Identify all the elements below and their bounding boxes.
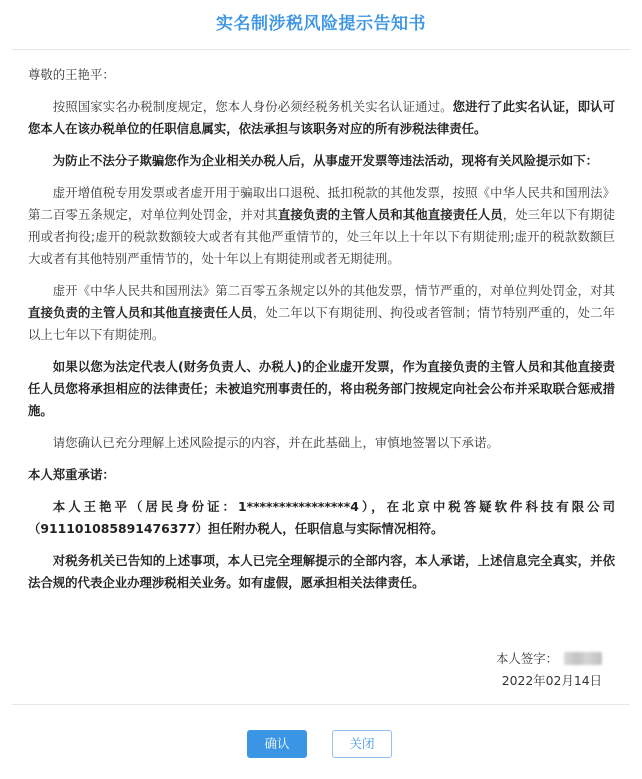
paragraph-vat-invoice bbox=[28, 182, 615, 270]
paragraph-legal-responsibility: 如果以您为法定代表人(财务负责人、办税人)的企业虚开发票，作为直接负责的主管人员和其他直接责任人员您将承担相应的法律责任；未被追究刑事责任的，将由税务部门按规定向社会公布并采取联合惩戒措施。 bbox=[28, 359, 615, 418]
pledge-heading: 本人郑重承诺： bbox=[28, 467, 115, 482]
signature-label: 本人签字： bbox=[496, 651, 558, 666]
signature-redacted-image bbox=[564, 652, 602, 665]
pledge-identity: 本人王艳平（居民身份证：1****************4），在北京中税答疑软件科技有限公司（911101085891476377）担任附办税人，任职信息与实际情况相符。 bbox=[28, 499, 615, 536]
confirm-button[interactable]: 确认 bbox=[247, 730, 307, 758]
signature-line bbox=[380, 648, 602, 670]
paragraph-other-invoice bbox=[28, 280, 615, 346]
paragraph-vat-invoice-bold: 直接负责的主管人员和其他直接责任人员 bbox=[277, 207, 503, 222]
paragraph-other-invoice-text-1: 虚开《中华人民共和国刑法》第二百零五条规定以外的其他发票，情节严重的，对单位判处罚金，对其 bbox=[52, 283, 615, 298]
close-button[interactable]: 关闭 bbox=[332, 730, 392, 758]
paragraph-vat-invoice-text-1: 虚开增值税专用发票或者虚开用于骗取出口退税、抵扣税款的其他发票，按照《中华人民共和国刑法》第二百零五条规定，对单位判处罚金，并对其 bbox=[28, 185, 615, 222]
paragraph-other-invoice-text-2: ，处二年以下有期徒刑、拘役或者管制；情节特别严重的，处二年以上七年以下有期徒刑。 bbox=[28, 305, 616, 342]
footer-divider bbox=[12, 704, 630, 705]
paragraph-other-invoice-bold: 直接负责的主管人员和其他直接责任人员 bbox=[28, 305, 253, 320]
risk-intro: 为防止不法分子欺骗您作为企业相关办税人后，从事虚开发票等违法活动，现将有关风险提示如下： bbox=[52, 153, 598, 168]
signature-block bbox=[380, 648, 602, 692]
paragraph-realname bbox=[28, 96, 615, 140]
signature-date: 2022年02月14日 bbox=[501, 673, 602, 688]
greeting: 尊敬的王艳平： bbox=[28, 67, 115, 82]
header-divider bbox=[12, 49, 630, 50]
paragraph-realname-text: 按照国家实名办税制度规定，您本人身份必须经税务机关实名认证通过。 bbox=[52, 99, 453, 114]
pledge-commitment: 对税务机关已告知的上述事项，本人已完全理解提示的全部内容，本人承诺，上述信息完全真实，并依法合规的代表企业办理涉税相关业务。如有虚假，愿承担相关法律责任。 bbox=[28, 553, 615, 590]
paragraph-realname-bold: 您进行了此实名认证，即认可您本人在该办税单位的任职信息属实，依法承担与该职务对应的所有涉税法律责任。 bbox=[28, 99, 616, 136]
page-title: 实名制涉税风险提示告知书 bbox=[216, 14, 426, 34]
paragraph-confirm-request: 请您确认已充分理解上述风险提示的内容，并在此基础上，审慎地签署以下承诺。 bbox=[52, 435, 499, 450]
dialog-buttons bbox=[0, 730, 642, 758]
paragraph-vat-invoice-text-2: ，处三年以下有期徒刑或者拘役;虚开的税款数额较大或者有其他严重情节的，处三年以上十年以下有期徒刑;虚开的税款数额巨大或者有其他特别严重情节的，处十年以上有期徒刑或者无期徒刑。 bbox=[28, 207, 616, 266]
notice-body bbox=[28, 64, 615, 604]
